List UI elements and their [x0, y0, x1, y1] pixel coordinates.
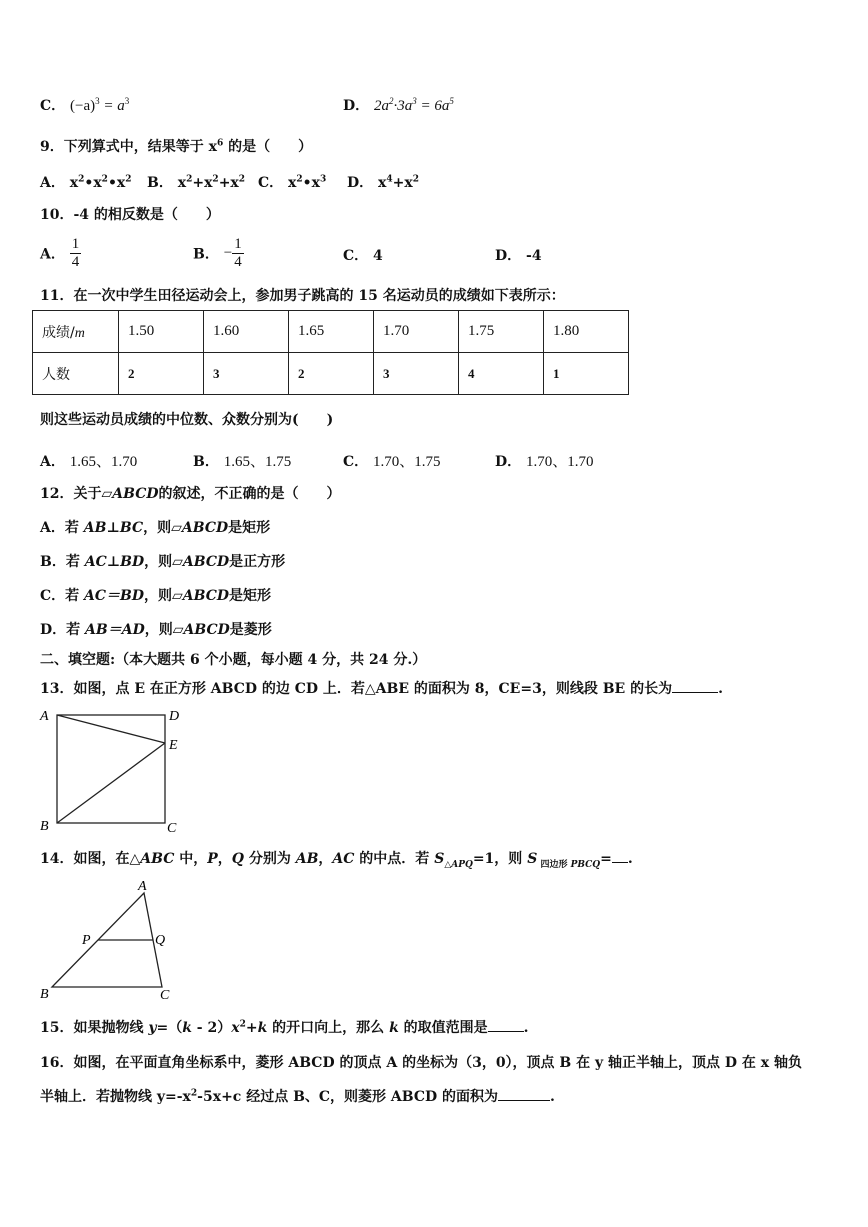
q14-stem: 14．如图，在△ABC 中，P，Q 分别为 AB，AC 的中点．若 $S_{\triangle APQ}=1$，则 S $_{四边形 PBCQ}$= .: [40, 851, 633, 870]
q8-option-c: [40, 95, 129, 115]
vertex-label-b: B: [40, 987, 49, 1002]
q12-option-a: A．若 AB⊥BC，则▱ABCD是矩形: [40, 520, 271, 536]
math-expression: $2a^2\cdot 3a^3 = 6a^5$: [374, 96, 454, 114]
q11-option-a: A． 1.65、1.70: [40, 454, 138, 470]
q12-option-b: B．若 AC⊥BD，则▱ABCD是正方形: [40, 554, 286, 570]
table-cell: 1.70: [374, 311, 459, 353]
vertex-label-c: C: [160, 988, 170, 1003]
vertex-label-a: A: [40, 709, 49, 724]
vertex-label-d: D: [169, 709, 180, 724]
answer-blank[interactable]: [612, 862, 628, 863]
q12-option-d: D．若 AB＝AD，则▱ABCD是菱形: [40, 622, 272, 638]
table-header-cell: 人数: [33, 353, 119, 395]
option-label: C．: [40, 98, 66, 114]
q15-stem: 15．如果抛物线 $y=(k - 2)x^2+k$ 的开口向上，那么 k 的取值范围是 .: [40, 1019, 529, 1036]
q11-option-c: C． 1.70、1.75: [343, 454, 441, 470]
q10-stem: 10．-4 的相反数是（ ）: [40, 207, 220, 223]
table-cell: 1.75: [459, 311, 544, 353]
option-label: D．: [343, 98, 370, 114]
q11-stem: 11．在一次中学生田径运动会上，参加男子跳高的 15 名运动员的成绩如下表所示：: [40, 288, 565, 304]
answer-blank[interactable]: [488, 1031, 524, 1032]
q14-figure: [36, 875, 186, 1005]
q16-stem-line2: 半轴上．若抛物线 $y=-x^2-5x+c$ 经过点 B、C，则菱形 ABCD 的面积为 .: [40, 1088, 555, 1105]
table-cell: 1.50: [119, 311, 204, 353]
vertex-label-e: E: [169, 738, 178, 753]
table-row: [33, 353, 629, 395]
fraction: $\frac{1}{4}$: [71, 236, 80, 270]
table-cell: 1.60: [204, 311, 289, 353]
table-row: [33, 311, 629, 353]
q8-option-d: [343, 95, 454, 115]
vertex-label-b: B: [40, 819, 49, 834]
table-cell: 3: [204, 353, 289, 395]
table-cell: 1: [544, 353, 629, 395]
vertex-label-p: P: [82, 933, 91, 948]
table-cell: 2: [119, 353, 204, 395]
scores-table: [32, 310, 629, 395]
q10-option-a: A． $\frac{1}{4}$: [40, 236, 80, 270]
vertex-label-c: C: [167, 821, 177, 836]
q11-option-b: B． 1.65、1.75: [193, 454, 292, 470]
math-expression: $(-a)^3 = a^3$: [70, 96, 130, 114]
q16-stem-line1: 16．如图，在平面直角坐标系中，菱形 ABCD 的顶点 A 的坐标为（3，0），顶点 B 在 y 轴正半轴上，顶点 D 在 x 轴负: [40, 1055, 803, 1071]
vertex-label-q: Q: [155, 933, 166, 948]
q11-option-d: D． 1.70、1.70: [495, 454, 594, 470]
table-cell: 3: [374, 353, 459, 395]
table-cell: 1.65: [289, 311, 374, 353]
q13-stem: 13．如图，点 E 在正方形 ABCD 的边 CD 上．若△ABE 的面积为 8，CE=3，则线段 BE 的长为 .: [40, 681, 723, 697]
answer-blank[interactable]: [498, 1100, 550, 1101]
fraction: $\frac{1}{4}$: [234, 236, 242, 270]
q9-option-b: B． $x^2+x^2+x^2$: [147, 174, 246, 191]
q11-question: 则这些运动员成绩的中位数、众数分别为( ): [40, 412, 334, 428]
q13-figure: [36, 703, 196, 838]
q12-option-c: C．若 AC＝BD，则▱ABCD是矩形: [40, 588, 272, 604]
table-cell: 4: [459, 353, 544, 395]
q9-option-d: D． $x^4+x^2$: [347, 174, 419, 191]
answer-blank[interactable]: [672, 692, 718, 693]
table-header-cell: 成绩/m: [33, 311, 119, 353]
table-cell: 2: [289, 353, 374, 395]
q9-option-a: A． $x^2•x^2•x^2$: [40, 174, 132, 191]
q9-stem: 9．下列算式中，结果等于 $x^6$ 的是（ ）: [40, 138, 313, 155]
q10-option-b: B． − $\frac{1}{4}$: [193, 236, 242, 270]
vertex-label-a: A: [138, 879, 147, 894]
q10-option-d: D． -4: [495, 248, 542, 264]
q10-option-c: C． 4: [343, 248, 383, 264]
q12-stem: 12．关于▱ABCD的叙述，不正确的是（ ）: [40, 486, 341, 502]
section-heading: 二、填空题:（本大题共 6 个小题，每小题 4 分，共 24 分.）: [40, 652, 427, 668]
table-cell: 1.80: [544, 311, 629, 353]
q9-option-c: C． $x^2•x^3$: [258, 174, 327, 191]
